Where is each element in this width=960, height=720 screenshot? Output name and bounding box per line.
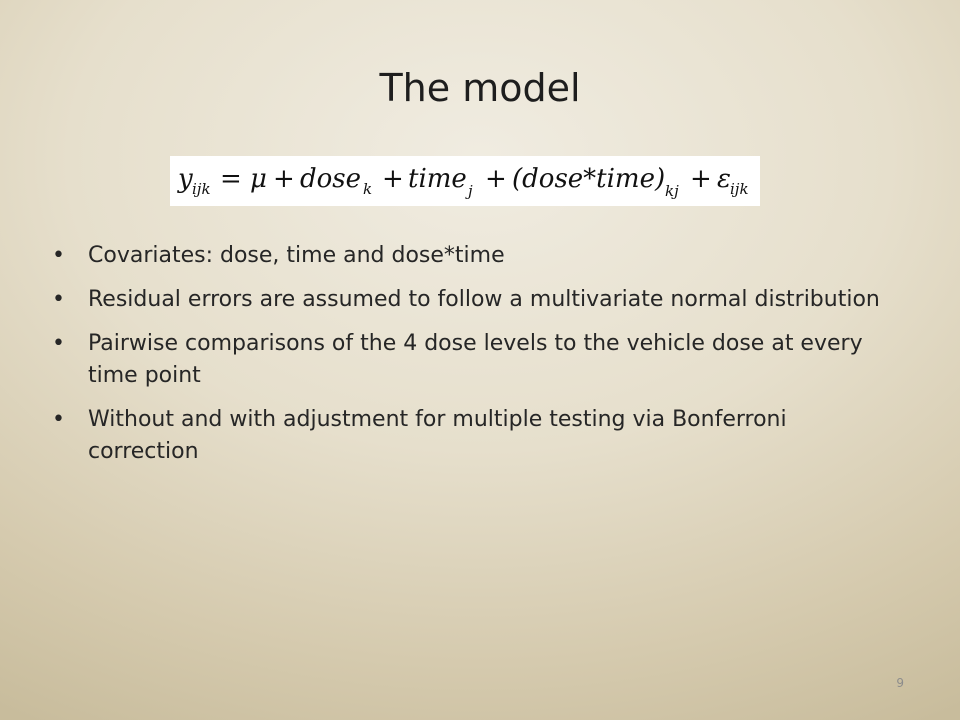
bullet-text: Covariates: dose, time and dose*time xyxy=(88,243,505,268)
bullet-item xyxy=(48,284,888,316)
formula-interaction: (dose*time) xyxy=(512,164,666,194)
formula-dose: dose xyxy=(300,164,362,194)
page-number: 9 xyxy=(896,676,904,690)
formula-plus-2: + xyxy=(382,164,404,194)
formula-y: y xyxy=(178,164,193,194)
formula-plus-4: + xyxy=(690,164,712,194)
formula-plus-1: + xyxy=(273,164,295,194)
bullet-dot: • xyxy=(52,407,65,432)
formula-time: time xyxy=(408,164,467,194)
bullet-dot: • xyxy=(52,243,65,268)
formula-time-subscript: j xyxy=(468,182,473,200)
model-formula xyxy=(170,156,760,206)
bullet-dot: • xyxy=(52,287,65,312)
formula-plus-3: + xyxy=(485,164,507,194)
bullet-text: Without and with adjustment for multiple testing via Bonferroni correction xyxy=(88,407,787,464)
formula-interaction-subscript: kj xyxy=(665,182,679,200)
formula-dose-subscript: k xyxy=(363,180,373,198)
formula-epsilon: ε xyxy=(717,164,731,194)
bullet-dot: • xyxy=(52,331,65,356)
slide-title: The model xyxy=(379,66,581,110)
formula-epsilon-subscript: ijk xyxy=(730,180,749,198)
formula-mu: μ xyxy=(250,164,267,194)
bullet-text: Pairwise comparisons of the 4 dose levels to the vehicle dose at every time point xyxy=(88,331,863,388)
bullet-item xyxy=(48,404,888,468)
bullet-item xyxy=(48,240,888,272)
formula-graphic xyxy=(170,156,760,206)
formula-y-subscript: ijk xyxy=(192,180,211,198)
bullet-item xyxy=(48,328,888,392)
bullet-list xyxy=(48,240,888,480)
formula-equals: = xyxy=(220,164,242,194)
bullet-text: Residual errors are assumed to follow a multivariate normal distribution xyxy=(88,287,880,312)
